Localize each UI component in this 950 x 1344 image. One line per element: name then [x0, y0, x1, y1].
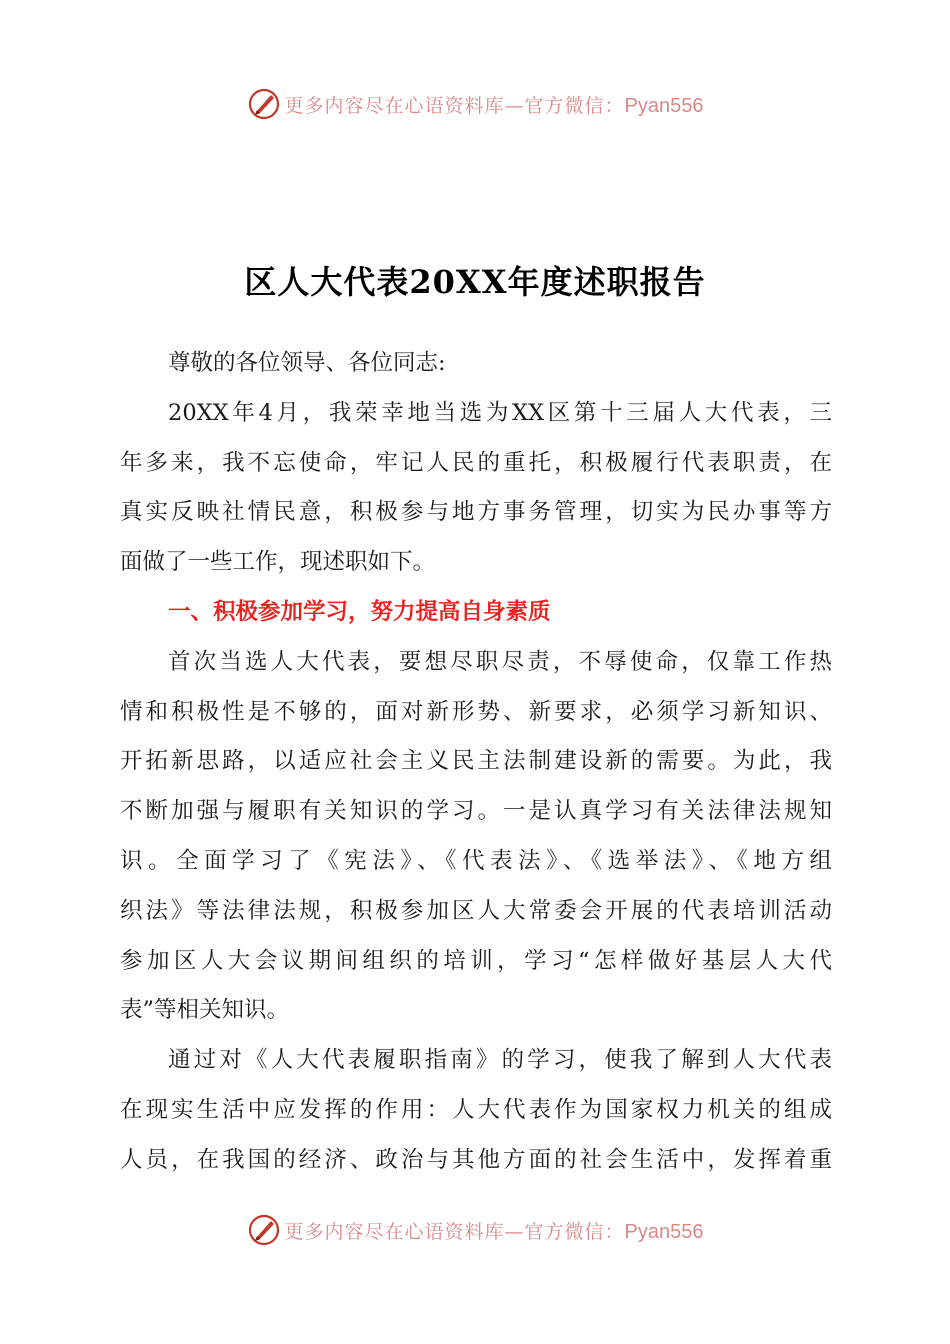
pen-logo-icon	[247, 1213, 281, 1247]
text-line: 20XX年4月，我荣幸地当选为XX区第十三届人大代表，三	[168, 399, 832, 426]
text-line: 开拓新思路，以适应社会主义民主法制建设新的需要。为此，我	[120, 748, 832, 775]
text-line: 面做了一些工作，现述职如下。	[120, 549, 436, 576]
text-line: 织法》等法律法规，积极参加区人大常委会开展的代表培训活动	[120, 897, 832, 924]
pen-logo-icon	[247, 87, 281, 121]
text-line: 表”等相关知识。	[120, 997, 290, 1024]
header-watermark	[0, 84, 950, 124]
text-line: 年多来，我不忘使命，牢记人民的重托，积极履行代表职责，在	[120, 449, 832, 476]
text-line: 通过对《人大代表履职指南》的学习，使我了解到人大代表	[168, 1047, 832, 1074]
text-line: 不断加强与履职有关知识的学习。一是认真学习有关法律法规知	[120, 798, 832, 825]
text-line: 在现实生活中应发挥的作用：人大代表作为国家权力机关的组成	[120, 1096, 832, 1123]
page-title: 区人大代表20XX年度述职报告	[244, 263, 706, 301]
text-line: 参加区人大会议期间组织的培训，学习“怎样做好基层人大代	[120, 947, 832, 974]
text-line: 真实反映社情民意，积极参与地方事务管理，切实为民办事等方	[120, 499, 832, 526]
watermark-label: 更多内容尽在心语资料库—官方微信：	[284, 94, 625, 117]
watermark-wechat-id: Pyan556	[624, 94, 704, 117]
watermark-wechat-id: Pyan556	[624, 1220, 704, 1243]
text-line: 识。全面学习了《宪法》、《代表法》、《选举法》、《地方组	[120, 847, 832, 874]
document-body	[120, 339, 832, 1186]
watermark-label: 更多内容尽在心语资料库—官方微信：	[284, 1220, 625, 1243]
section-heading: 一、积极参加学习，努力提高自身素质	[168, 598, 551, 625]
text-line: 首次当选人大代表，要想尽职尽责，不辱使命，仅靠工作热	[168, 648, 832, 675]
footer-watermark	[0, 1210, 950, 1250]
watermark-text	[285, 91, 704, 118]
text-line: 情和积极性是不够的，面对新形势、新要求，必须学习新知识、	[120, 698, 832, 725]
text-line: 尊敬的各位领导、各位同志:	[168, 350, 446, 376]
watermark-text	[285, 1217, 704, 1244]
text-line: 人员，在我国的经济、政治与其他方面的社会生活中，发挥着重	[120, 1146, 832, 1173]
